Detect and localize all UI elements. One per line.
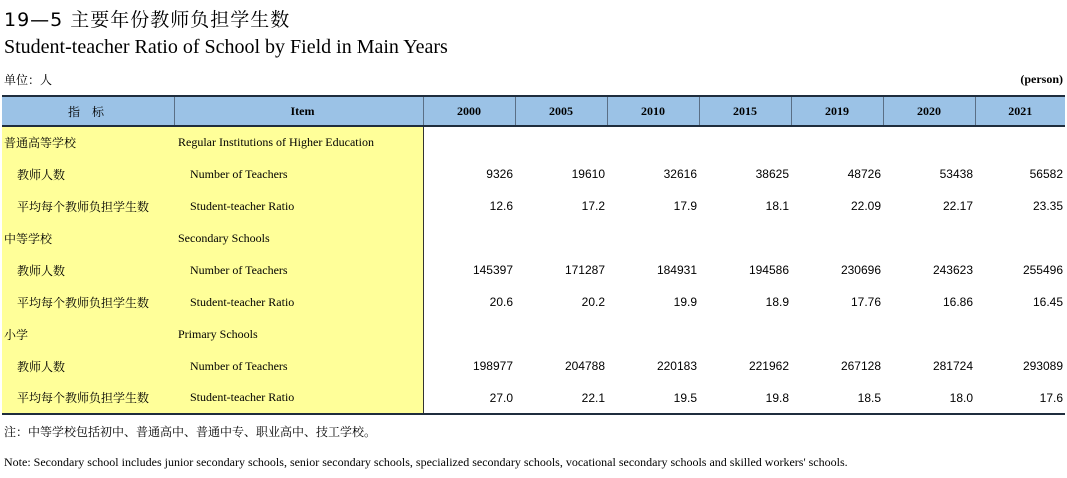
table-row bbox=[2, 382, 1065, 414]
table-cell-value: 281724 bbox=[932, 359, 973, 373]
table-cell-value: 184931 bbox=[656, 263, 697, 277]
table-cell-value: 20.6 bbox=[489, 295, 513, 309]
table-cell-value: 19.5 bbox=[673, 390, 697, 405]
row-label-cn: 平均每个教师负担学生数 bbox=[2, 286, 174, 318]
table-cell-value: 22.09 bbox=[850, 199, 881, 213]
table-cell-value: 171287 bbox=[564, 263, 605, 277]
row-label-en: Regular Institutions of Higher Education bbox=[174, 126, 423, 158]
row-label-en: Primary Schools bbox=[174, 318, 423, 350]
header-year: 2000 bbox=[423, 96, 515, 126]
table-cell-value: 220183 bbox=[656, 359, 697, 373]
table-cell-value: 18.9 bbox=[765, 295, 789, 309]
table-section-row bbox=[2, 318, 1065, 350]
table-cell-value: 12.6 bbox=[489, 199, 513, 213]
row-label-en: Number of Teachers bbox=[174, 350, 423, 382]
header-year: 2010 bbox=[607, 96, 699, 126]
table-cell-value: 221962 bbox=[748, 359, 789, 373]
table-cell-value bbox=[515, 126, 607, 158]
table-cell-value: 267128 bbox=[840, 359, 881, 373]
table-cell-value: 32616 bbox=[663, 167, 697, 181]
table-cell-value: 9326 bbox=[486, 167, 513, 181]
row-label-en: Student-teacher Ratio bbox=[174, 286, 423, 318]
table-cell-value bbox=[699, 222, 791, 254]
table-cell-value: 53438 bbox=[939, 167, 973, 181]
table-title-en: Student-teacher Ratio of School by Field in Main Years bbox=[4, 36, 448, 58]
table-cell-value bbox=[975, 126, 1065, 158]
unit-label-en: (person) bbox=[1020, 72, 1063, 86]
row-label-cn: 教师人数 bbox=[2, 254, 174, 286]
table-cell-value bbox=[699, 318, 791, 350]
row-label-en: Secondary Schools bbox=[174, 222, 423, 254]
row-label-cn: 平均每个教师负担学生数 bbox=[2, 190, 174, 222]
header-year: 2019 bbox=[791, 96, 883, 126]
table-cell-value bbox=[423, 318, 515, 350]
table-cell-value: 255496 bbox=[1022, 263, 1063, 277]
table-cell-value bbox=[975, 318, 1065, 350]
table-cell-value: 194586 bbox=[748, 263, 789, 277]
row-label-cn: 平均每个教师负担学生数 bbox=[2, 382, 174, 414]
table-cell-value: 18.5 bbox=[857, 390, 881, 405]
row-label-en: Number of Teachers bbox=[174, 254, 423, 286]
table-cell-value: 48726 bbox=[847, 167, 881, 181]
table-row bbox=[2, 350, 1065, 382]
row-label-en: Student-teacher Ratio bbox=[174, 190, 423, 222]
table-cell-value bbox=[607, 318, 699, 350]
table-cell-value: 16.45 bbox=[1032, 295, 1063, 309]
row-label-en: Student-teacher Ratio bbox=[174, 382, 423, 414]
table-section-row bbox=[2, 222, 1065, 254]
table-body bbox=[2, 126, 1065, 414]
footnote-en: Note: Secondary school includes junior secondary schools, senior secondary schools, specialized secondary schools, vocational secondary schools and skilled workers' schools. bbox=[4, 455, 848, 469]
data-table bbox=[2, 95, 1065, 415]
table-cell-value bbox=[699, 126, 791, 158]
table-cell-value bbox=[791, 222, 883, 254]
table-cell-value: 19610 bbox=[571, 167, 605, 181]
table-cell-value: 16.86 bbox=[942, 295, 973, 309]
header-row bbox=[2, 96, 1065, 126]
header-year: 2021 bbox=[975, 96, 1065, 126]
table-row bbox=[2, 254, 1065, 286]
table-cell-value: 19.9 bbox=[673, 295, 697, 309]
row-label-cn: 教师人数 bbox=[2, 350, 174, 382]
table-cell-value bbox=[883, 318, 975, 350]
table-cell-value bbox=[791, 318, 883, 350]
footnote-cn: 注：中等学校包括初中、普通高中、普通中专、职业高中、技工学校。 bbox=[4, 425, 377, 439]
table-cell-value: 20.2 bbox=[581, 295, 605, 309]
table-row bbox=[2, 158, 1065, 190]
table-section-row bbox=[2, 126, 1065, 158]
table-cell-value: 18.1 bbox=[765, 199, 789, 213]
row-label-cn: 小学 bbox=[2, 318, 174, 350]
table-cell-value: 22.17 bbox=[942, 199, 973, 213]
table-title-cn: 19—5 主要年份教师负担学生数 bbox=[4, 9, 291, 31]
table-cell-value bbox=[883, 126, 975, 158]
row-label-cn: 中等学校 bbox=[2, 222, 174, 254]
table-cell-value bbox=[791, 126, 883, 158]
table-cell-value: 243623 bbox=[932, 263, 973, 277]
table-cell-value: 293089 bbox=[1022, 359, 1063, 373]
unit-label-cn: 单位：人 bbox=[4, 73, 53, 87]
header-year: 2005 bbox=[515, 96, 607, 126]
header-item-en: Item bbox=[174, 96, 423, 126]
table-cell-value bbox=[883, 222, 975, 254]
table-cell-value: 38625 bbox=[755, 167, 789, 181]
table-cell-value bbox=[423, 222, 515, 254]
table-cell-value: 230696 bbox=[840, 263, 881, 277]
table-cell-value bbox=[423, 126, 515, 158]
table-cell-value: 145397 bbox=[472, 263, 513, 277]
table-cell-value: 22.1 bbox=[581, 390, 605, 405]
table-row bbox=[2, 286, 1065, 318]
table-cell-value: 27.0 bbox=[489, 390, 513, 405]
table-cell-value: 17.2 bbox=[581, 199, 605, 213]
row-label-cn: 教师人数 bbox=[2, 158, 174, 190]
table-cell-value: 204788 bbox=[564, 359, 605, 373]
table-cell-value: 198977 bbox=[472, 359, 513, 373]
table-cell-value bbox=[515, 318, 607, 350]
row-label-cn: 普通高等学校 bbox=[2, 126, 174, 158]
header-year: 2020 bbox=[883, 96, 975, 126]
table-cell-value: 17.6 bbox=[1039, 390, 1063, 405]
table-cell-value: 19.8 bbox=[765, 390, 789, 405]
table-cell-value: 56582 bbox=[1029, 167, 1063, 181]
table-cell-value: 17.9 bbox=[673, 199, 697, 213]
table-cell-value: 17.76 bbox=[850, 295, 881, 309]
table-row bbox=[2, 190, 1065, 222]
table-cell-value bbox=[607, 126, 699, 158]
table-cell-value bbox=[607, 222, 699, 254]
header-indicator-cn: 指 标 bbox=[2, 96, 174, 126]
row-label-en: Number of Teachers bbox=[174, 158, 423, 190]
table-cell-value: 23.35 bbox=[1032, 199, 1063, 213]
table-cell-value bbox=[975, 222, 1065, 254]
table-cell-value bbox=[515, 222, 607, 254]
data-table-container bbox=[2, 95, 1065, 415]
header-year: 2015 bbox=[699, 96, 791, 126]
table-cell-value: 18.0 bbox=[949, 390, 973, 405]
